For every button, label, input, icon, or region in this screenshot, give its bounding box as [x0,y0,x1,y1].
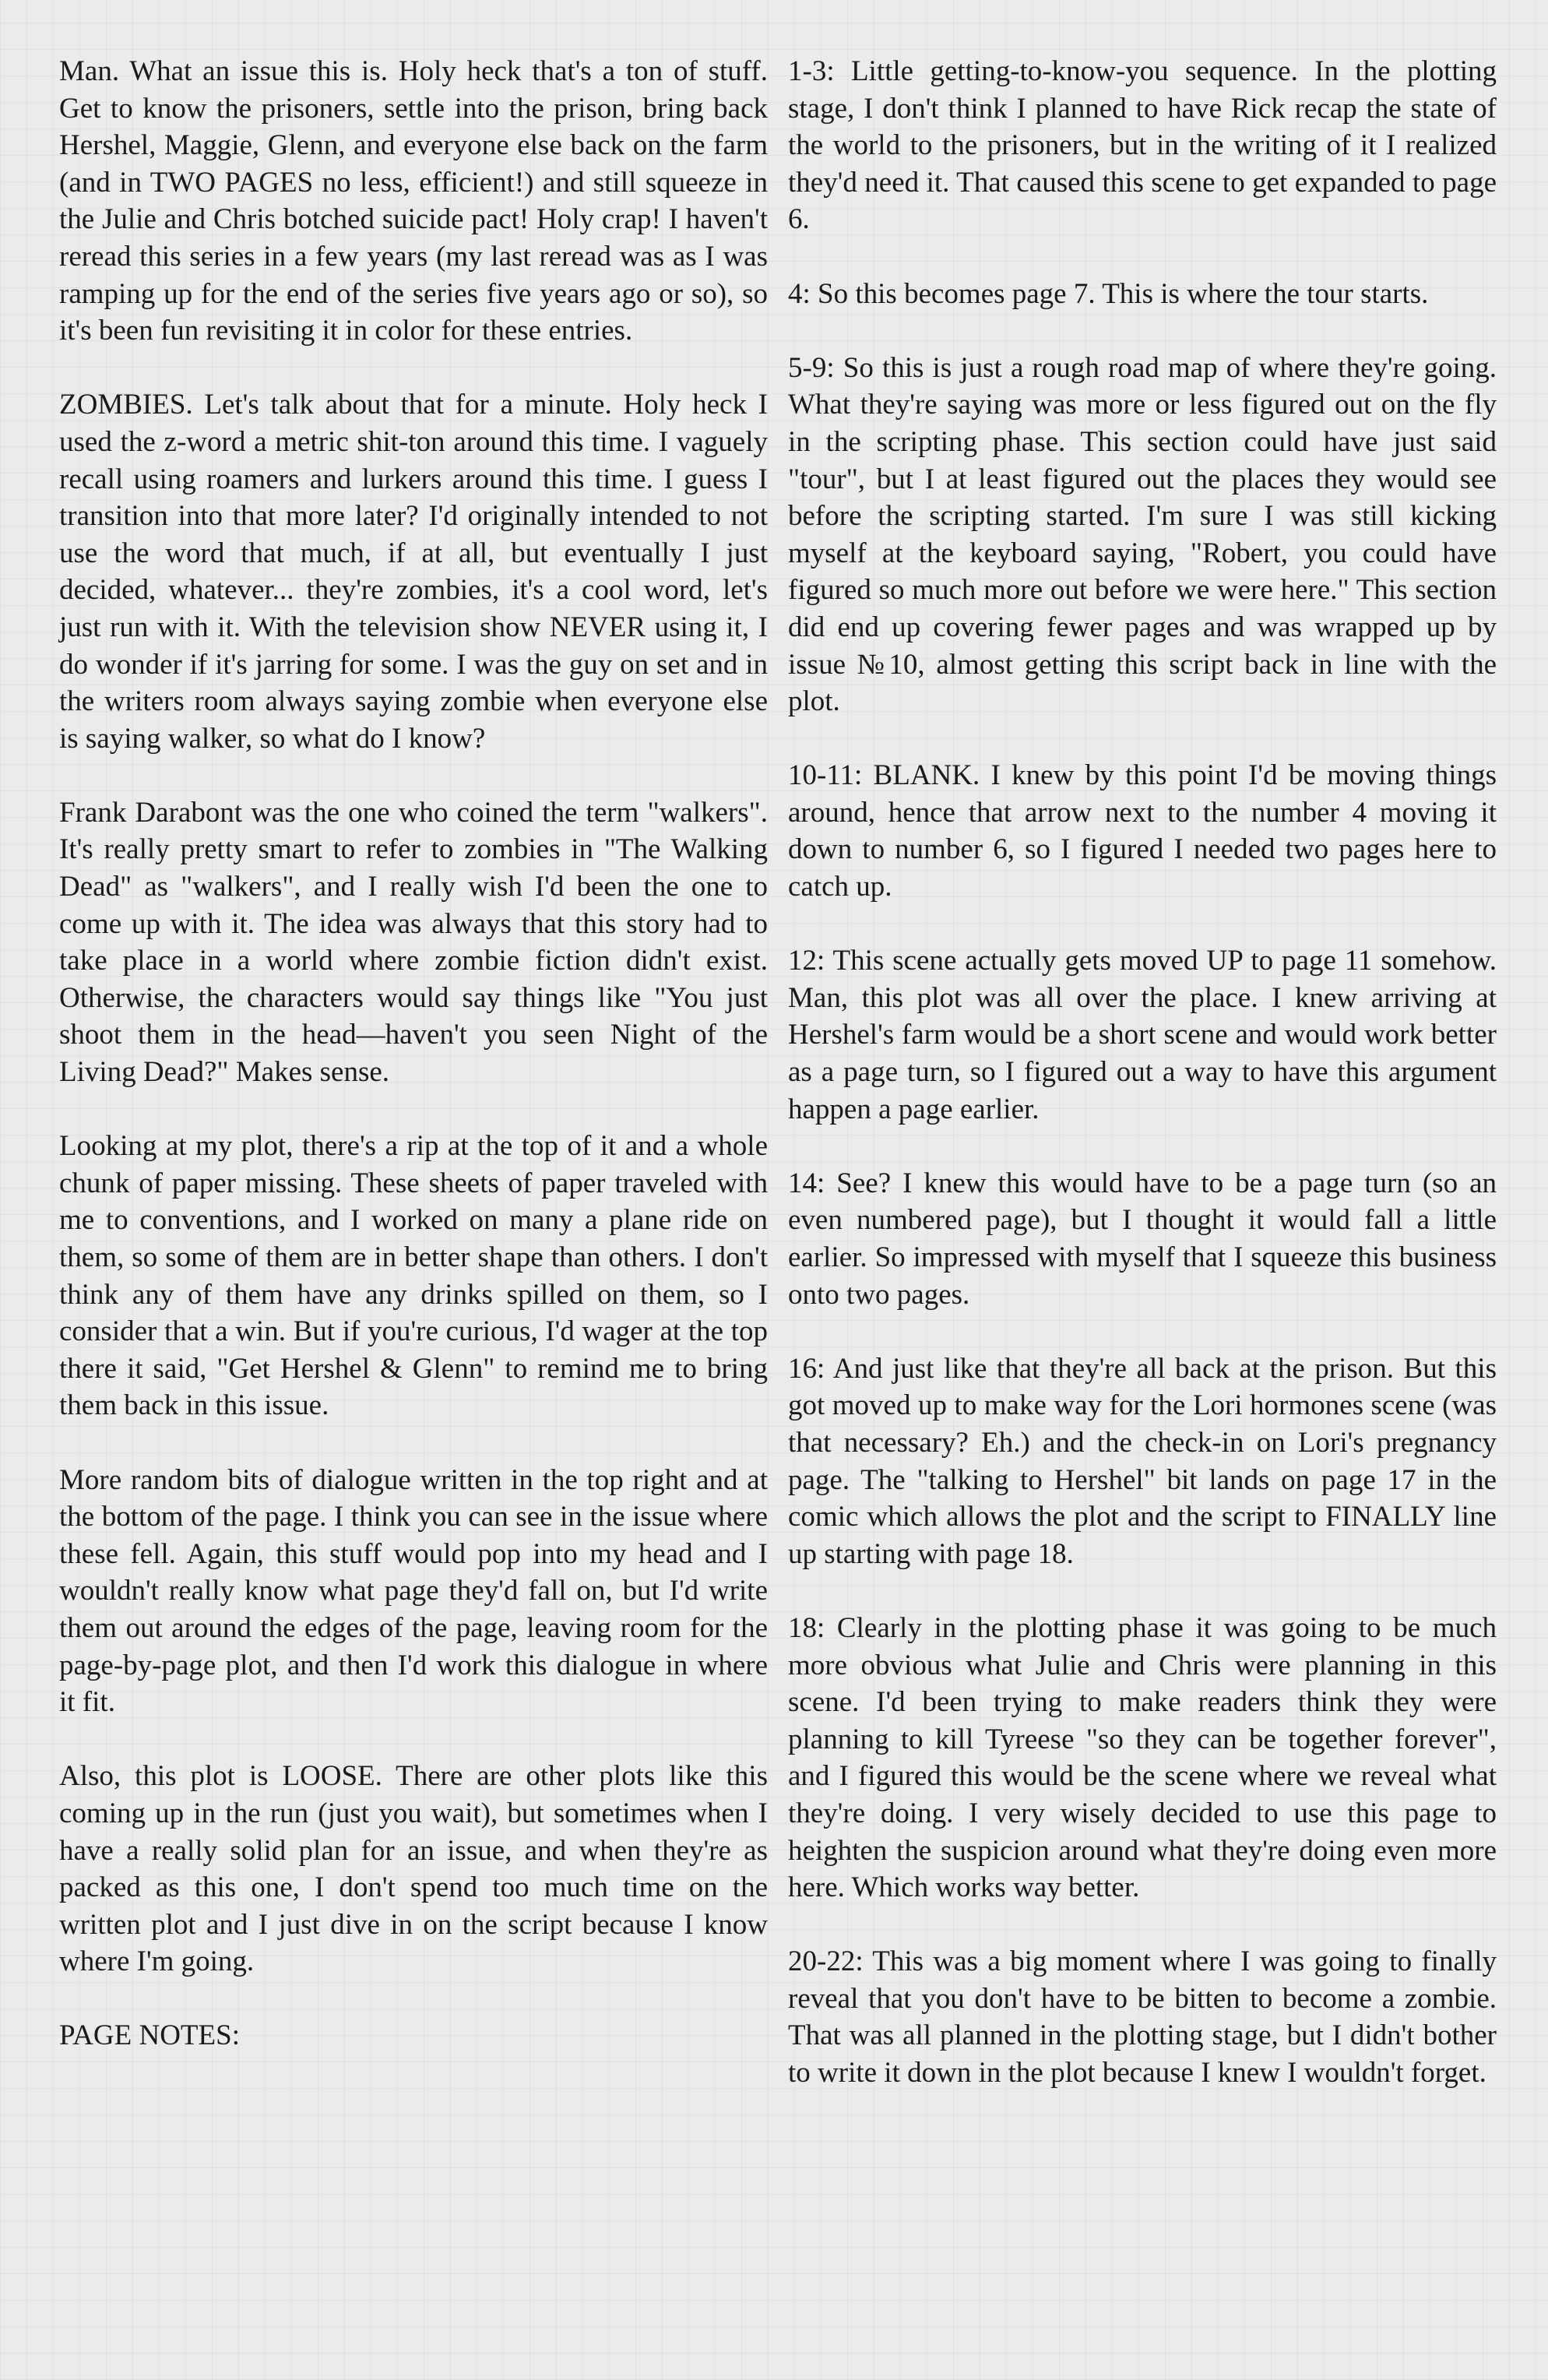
right-column [788,53,1497,2128]
zombies-paragraph: ZOMBIES. Let's talk about that for a minute. Holy heck I used the z-word a metric shit-ton around this time. I vaguely recall using roamers and lurkers around this time. I guess I transition into that more later? I'd originally intended to not use the word that much, if at all, but eventually I just decided, whatever... they're zombies, it's a cool word, let's just run with it. With the television show NEVER using it, I do wonder if it's jarring for some. I was the guy on set and in the writers room always saying zombie when everyone else is saying walker, so what do I know? [59,389,768,755]
page-note-12: 12: This scene actually gets moved UP to page 11 somehow. Man, this plot was all over the place. I knew arriving at Hershel's farm would be a short scene and would work better as a page turn, so I figured out a way to have this argument happen a page earlier. [788,945,1497,1125]
page-note-20-22: 20-22: This was a big moment where I was going to finally reveal that you don't have to be bitten to become a zombie. That was all planned in the plotting stage, but I didn't bother to write it down in the plot because I knew I wouldn't forget. [788,1945,1497,2090]
page-note-1-3: 1-3: Little getting-to-know-you sequence. In the plotting stage, I don't think I planned to have Rick recap the state of the world to the prisoners, but in the writing of it I realized they'd need it. That caused this scene to get expanded to page 6. [788,55,1497,236]
page-notes-heading: PAGE NOTES: [59,2019,240,2052]
walkers-paragraph: Frank Darabont was the one who coined the term "walkers". It's really pretty smart to refer to zombies in "The Walking Dead" as "walkers", and I really wish I'd been the one to come up with it. The idea was always that this story had to take place in a world where zombie fiction didn't exist. Otherwise, the characters would say things like "You just shoot them in the head—haven't you seen Night of the Living Dead?" Makes sense. [59,796,768,1089]
page-note-14: 14: See? I knew this would have to be a page turn (so an even numbered page), but I thought it would fall a little earlier. So impressed with myself that I squeeze this business onto two pages. [788,1167,1497,1311]
left-column [59,53,768,2054]
page-note-16: 16: And just like that they're all back at the prison. But this got moved up to make way for the Lori hormones scene (was that necessary? Eh.) and the check-in on Lori's pregnancy page. The "talking to Hershel" bit lands on page 17 in the comic which allows the plot and the script to FINALLY line up starting with page 18. [788,1352,1497,1570]
page-note-10-11: 10-11: BLANK. I knew by this point I'd be moving things around, hence that arrow next to the number 4 moving it down to number 6, so I figured I needed two pages here to catch up. [788,759,1497,903]
dialogue-bits-paragraph: More random bits of dialogue written in the top right and at the bottom of the page. I think you can see in the issue where these fell. Again, this stuff would pop into my head and I wouldn't really know what page they'd fall on, but I'd write them out around the edges of the page, leaving room for the page-by-page plot, and then I'd work this dialogue in where it fit. [59,1463,768,1719]
plot-paper-paragraph: Looking at my plot, there's a rip at the top of it and a whole chunk of paper missing. These sheets of paper traveled with me to conventions, and I worked on many a plane ride on them, so some of them are in better shape than others. I don't think any of them have any drinks spilled on them, so I consider that a win. But if you're curious, I'd wager at the top there it said, "Get Hershel & Glenn" to remind me to bring them back in this issue. [59,1130,768,1422]
intro-paragraph: Man. What an issue this is. Holy heck that's a ton of stuff. Get to know the prisoners, settle into the prison, bring back Hershel, Maggie, Glenn, and everyone else back on the farm (and in TWO PAGES no less, efficient!) and still squeeze in the Julie and Chris botched suicide pact! Holy crap! I haven't reread this series in a few years (my last reread was as I was ramping up for the end of the series five years ago or so), so it's been fun revisiting it in color for these entries. [59,55,768,347]
page-note-18: 18: Clearly in the plotting phase it was going to be much more obvious what Julie and Chris were planning in this scene. I'd been trying to make readers think they were planning to kill Tyreese "so they can be together forever", and I figured this would be the scene where we reveal what they're doing. I very wisely decided to use this page to heighten the suspicion around what they're doing even more here. Which works way better. [788,1611,1497,1904]
loose-plot-paragraph: Also, this plot is LOOSE. There are other plots like this coming up in the run (just you wait), but sometimes when I have a really solid plan for an issue, and when they're as packed as this one, I don't spend too much time on the written plot and I just dive in on the script because I know where I'm going. [59,1760,768,1978]
page-note-5-9: 5-9: So this is just a rough road map of where they're going. What they're saying was more or less figured out on the fly in the scripting phase. This section could have just said "tour", but I at least figured out the places they would see before the scripting started. I'm sure I was still kicking myself at the keyboard saying, "Robert, you could have figured so much more out before we were here." This section did end up covering fewer pages and was wrapped up by issue №10, almost getting this script back in line with the plot. [788,351,1497,718]
page-note-4: 4: So this becomes page 7. This is where the tour starts. [788,277,1429,310]
